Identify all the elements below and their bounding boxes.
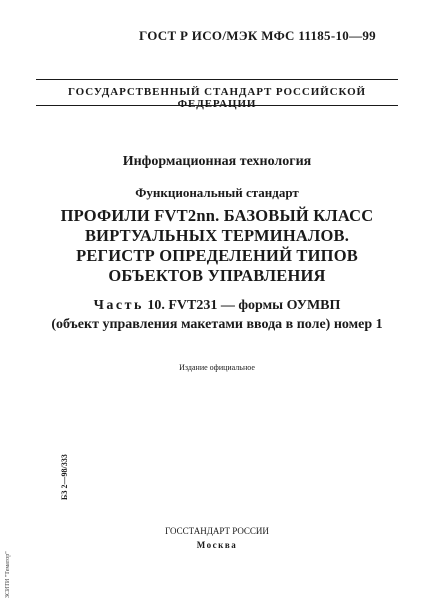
information-technology-heading: Информационная технология: [122, 154, 312, 169]
part-title-line-2: (объект управления макетами ввода в поле) номер 1: [51, 317, 383, 332]
bottom-rule: [36, 105, 398, 106]
functional-standard-heading: Функциональный стандарт: [135, 185, 299, 200]
main-title-line: ВИРТУАЛЬНЫХ ТЕРМИНАЛОВ.: [84, 226, 350, 245]
publisher-block: [36, 524, 398, 552]
side-registration-code: БЗ 2—98/333: [60, 454, 69, 500]
side-print-mark: ЗСИТИ "Тематор": [5, 551, 11, 598]
main-title: [36, 206, 398, 286]
top-rule: [36, 79, 398, 80]
state-standard-heading: ГОСУДАРСТВЕННЫЙ СТАНДАРТ РОССИЙСКОЙ ФЕДЕРАЦИИ: [67, 86, 366, 110]
main-title-line: ПРОФИЛИ FVT2nn. БАЗОВЫЙ КЛАСС: [60, 206, 374, 225]
part-number-text: 10. FVT231 — формы ОУМВП: [147, 298, 341, 313]
part-title: [36, 296, 398, 334]
main-title-line: РЕГИСТР ОПРЕДЕЛЕНИЙ ТИПОВ: [76, 246, 358, 265]
main-title-line: ОБЪЕКТОВ УПРАВЛЕНИЯ: [108, 266, 326, 285]
official-edition-label: Издание официальное: [179, 363, 255, 372]
part-title-line-1: [36, 296, 398, 315]
publisher-city: Москва: [196, 540, 238, 550]
publisher-name: ГОССТАНДАРТ РОССИИ: [165, 526, 269, 536]
gost-number: ГОСТ Р ИСО/МЭК МФС 11185-10—99: [138, 28, 376, 43]
part-word: Часть: [93, 298, 144, 313]
